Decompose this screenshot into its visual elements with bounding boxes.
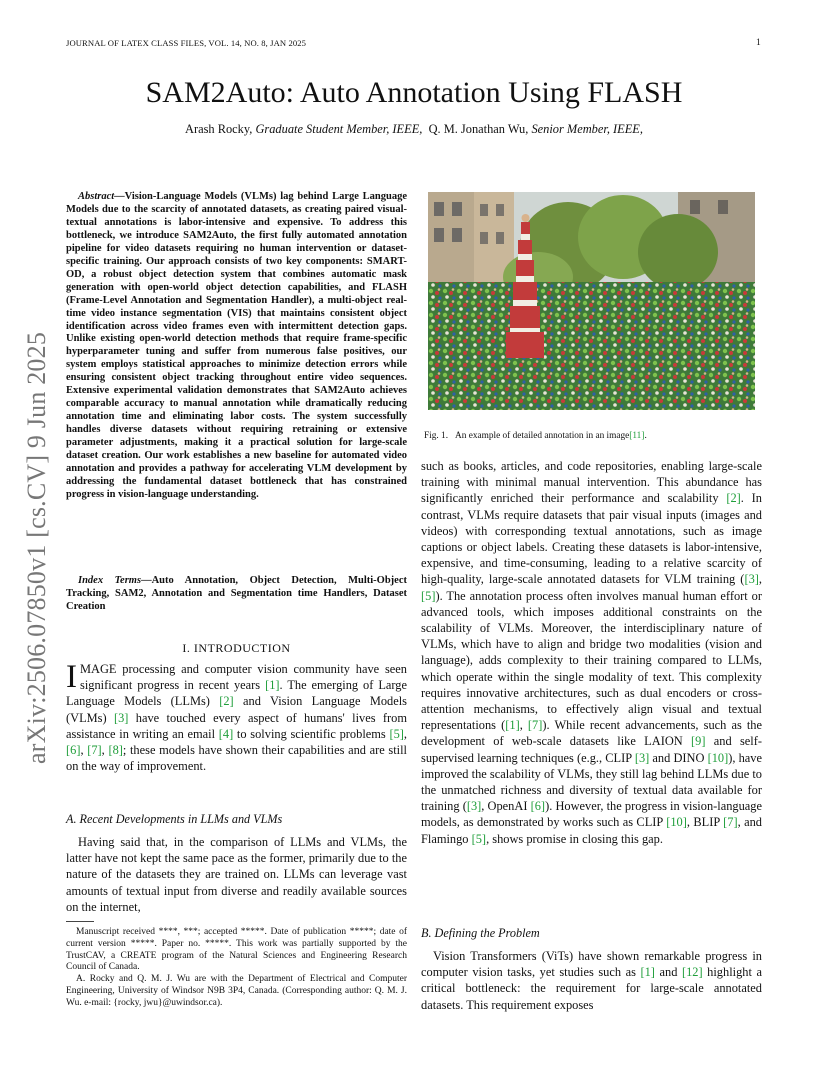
abstract-text: —Vision-Language Models (VLMs) lag behind Large Language Models due to the scarcity of annotated datasets, as creating paired visual-textual annotations is labor-intensive and expensive. To address this bottleneck, we introduce SAM2Auto, the first fully automated annotation pipeline for video datasets requiring no human intervention or dataset-specific training. Our approach consists of two key components: SMART-OD, a robust object detection system that combines automatic mask generation with open-world object detection capabilities, and FLASH (Frame-Level Annotation and Segmentation Handler), a multi-object real-time video instance segmentation (VIS) that maintains consistent object identification across video frames even with intermittent detection gaps. Unlike existing open-world detection methods that require frame-specific hyperparameter tuning and suffer from numerous false positives, our system employs statistical approaches to minimize detection errors while ensuring consistent object tracking throughout entire video sequences. Extensive experimental validation demonstrates that SAM2Auto achieves comparable accuracy to manual annotation while dramatically reducing annotation time and eliminating labor costs. The system successfully handles diverse datasets without requiring retraining or extensive parameter adjustments, making it a practical solution for large-scale dataset creation. Our work establishes a new baseline for automated video annotation and provides a pathway for accelerating VLM development by addressing the fundamental dataset bottleneck that has constrained progress in vision-language understanding.: [66, 191, 407, 500]
citation-link[interactable]: [10]: [666, 815, 687, 830]
text-run: ,: [80, 743, 88, 758]
citation-link[interactable]: [5]: [389, 726, 404, 741]
text-run: and self-supervised learning techniques (e.g., CLIP: [421, 734, 763, 765]
caption-text: An example of detailed annotation in an image: [455, 431, 630, 441]
citation-link[interactable]: [1]: [640, 965, 655, 980]
citation-link[interactable]: [8]: [108, 743, 123, 758]
paper-title: SAM2Auto: Auto Annotation Using FLASH: [145, 76, 683, 109]
citation-link[interactable]: [6]: [66, 743, 81, 758]
text-run: .: [644, 431, 647, 441]
citation-link[interactable]: [1]: [265, 678, 280, 693]
text-run: , shows promise in closing this gap.: [486, 831, 663, 846]
author-name: Q. M. Jonathan Wu,: [428, 122, 529, 136]
text-run: ), have improved the scalability of VLMs, they still lag behind LLMs due to the unmatched richness and diversity of textual data available for training (: [421, 750, 762, 814]
citation-link[interactable]: [7]: [723, 815, 738, 830]
text-run: , BLIP: [686, 815, 724, 830]
body-paragraph: Having said that, in the comparison of LLMs and VLMs, the latter have not kept the same pace as the former, primarily due to the nature of the datasets they are trained on. LLMs can leverage vast amounts of textual input from diverse and readily available sources on the internet,: [66, 835, 407, 914]
citation-link[interactable]: [4]: [218, 726, 234, 741]
intro-paragraph: [66, 661, 407, 774]
running-header: JOURNAL OF LATEX CLASS FILES, VOL. 14, NO. 8, JAN 2025: [66, 38, 307, 48]
citation-link[interactable]: [12]: [681, 965, 703, 980]
text-run: ,: [101, 743, 109, 758]
text-run: highlight a critical bottleneck: the requirement for large-scale annotated datasets. This requirement exposes: [421, 965, 762, 1012]
abstract: [66, 191, 407, 502]
citation-link[interactable]: [9]: [691, 734, 706, 749]
index-terms-text: —Auto Annotation, Object Detection, Multi-Object Tracking, SAM2, Annotation and Segmentation time Handlers, Dataset Creation: [66, 575, 407, 612]
citation-link[interactable]: [6]: [530, 799, 546, 814]
body-paragraph: [421, 948, 762, 1013]
citation-link[interactable]: [2]: [219, 694, 234, 709]
text-run: ,: [519, 718, 528, 733]
drop-cap: I: [66, 659, 77, 695]
text-run: such as books, articles, and code repositories, enabling large-scale training with minimal manual intervention. This abundance has significantly enriched their performance and scalability: [421, 459, 762, 506]
index-terms: [66, 575, 407, 614]
abstract-label: Abstract: [78, 191, 115, 202]
figure-image: [428, 192, 755, 410]
text-run: ; these models have shown their capabilities and are still on the way of improvement.: [66, 743, 407, 774]
page-number: 1: [756, 38, 761, 48]
index-terms-label: Index Terms: [78, 575, 142, 586]
text-run: and: [654, 965, 682, 980]
citation-link[interactable]: [5]: [421, 588, 436, 603]
author-name: Arash Rocky,: [185, 122, 253, 136]
text-run: to solving scientific problems: [233, 726, 390, 741]
footnote-affiliation: A. Rocky and Q. M. J. Wu are with the Department of Electrical and Computer Engineering, University of Windsor N9B 3P4, Canada. (Corresponding author: Q. M. J. Wu. e-mail: {rocky, jwu}@uwindsor.ca).: [66, 974, 407, 1008]
text-run: ,: [403, 726, 407, 741]
body-paragraph: [421, 458, 762, 847]
citation-link[interactable]: [2]: [726, 491, 741, 506]
citation-link[interactable]: [3]: [113, 710, 129, 725]
text-run: , and Flamingo: [421, 815, 762, 846]
text-run: ). The annotation process often involves manual human effort or advanced tools, which imposes additional constraints on the scalability of VLMs. Moreover, the interdisciplinary nature of VLMs, which have to align and bridge two modalities (vision and language), adds complexity to their training compared to LLMs, which operate within the single modality of text. This complexity requires innovative architectures, such as dual encoders or cross-attention mechanisms, to effectively align visual and textual representations (: [421, 588, 762, 733]
subsection-heading: A. Recent Developments in LLMs and VLMs: [66, 812, 283, 826]
footnotes: [66, 927, 407, 1010]
citation-link[interactable]: [3]: [466, 799, 482, 814]
figure-illustration: [428, 192, 755, 410]
text-run: . The emerging of Large Language Models (LLMs): [66, 678, 407, 709]
text-run: ). While recent advancements, such as the development of web-scale datasets like LAION: [421, 718, 763, 749]
text-run: ). However, the progress in vision-language models, as demonstrated by works such as CLIP: [421, 799, 762, 830]
text-run: MAGE processing and computer vision community have seen significant progress in recent years: [80, 662, 407, 693]
text-run: , OpenAI: [481, 799, 531, 814]
citation-link[interactable]: [3]: [744, 572, 759, 587]
footnote-rule: [66, 921, 94, 922]
text-run: and DINO: [649, 750, 708, 765]
citation-link[interactable]: [11]: [629, 431, 645, 441]
caption-label: Fig. 1.: [424, 431, 449, 441]
section-heading: I. INTRODUCTION: [182, 641, 291, 655]
text-run: Vision Transformers (ViTs) have shown remarkable progress in computer vision tasks, yet studies such as: [421, 949, 762, 980]
citation-link[interactable]: [10]: [707, 750, 729, 765]
text-run: and Vision Language Models (VLMs): [66, 694, 407, 725]
citation-link[interactable]: [7]: [87, 743, 102, 758]
text-run: . In contrast, VLMs require datasets that pair visual inputs (images and videos) with corresponding textual annotations, such as image captions or object labels. Creating these datasets is labor-intensive, expensive, and time-consuming, leading to a relative scarcity of high-quality, large-scale annotated datasets for VLM training (: [421, 491, 762, 587]
author-role: Senior Member, IEEE,: [531, 122, 643, 136]
text-run: ,: [758, 572, 762, 587]
citation-link[interactable]: [3]: [634, 750, 650, 765]
figure-caption: [424, 431, 647, 441]
text-run: have touched every aspect of humans' lives from assistance in writing an email: [66, 710, 407, 741]
subsection-heading: B. Defining the Problem: [421, 926, 540, 940]
citation-link[interactable]: [1]: [505, 718, 520, 733]
citation-link[interactable]: [5]: [471, 831, 487, 846]
arxiv-stamp[interactable]: arXiv:2506.07850v1 [cs.CV] 9 Jun 2025: [22, 331, 51, 764]
author-role: Graduate Student Member, IEEE,: [255, 122, 423, 136]
footnote-received: Manuscript received ****, ***; accepted *****. Date of publication *****; date of current version *****. Paper no. *****. This work was partially supported by the TrustCAV, a CREATE program of the Natural Sciences and Engineering Research Council of Canada.: [66, 927, 407, 973]
citation-link[interactable]: [7]: [527, 718, 543, 733]
author-line: [0, 122, 828, 137]
